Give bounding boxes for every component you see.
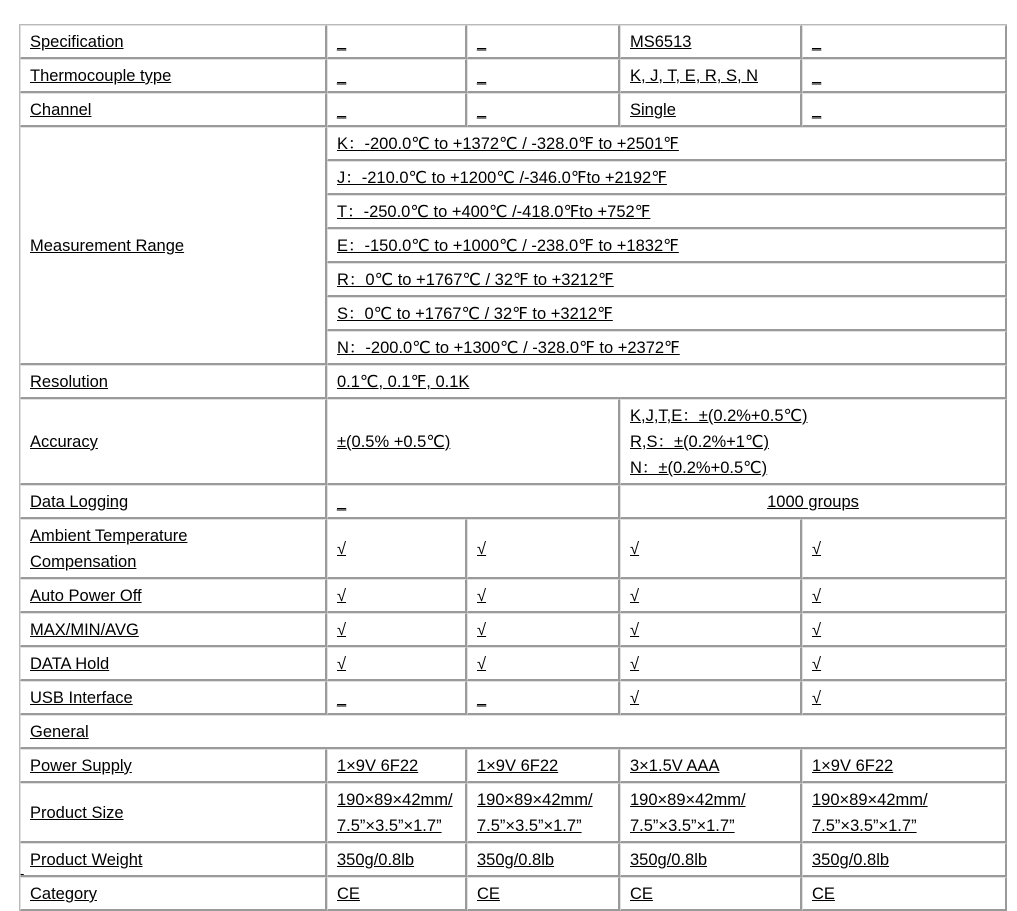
row-label: Category xyxy=(20,877,327,911)
cell xyxy=(467,783,620,843)
size-metric: 190×89×42mm/ xyxy=(630,791,746,809)
range-item-n: N：-200.0℃ to +1300℃ / -328.0℉ to +2372℉ xyxy=(327,331,1007,365)
range-item-s: S：0℃ to +1767℃ / 32℉ to +3212℉ xyxy=(327,297,1007,331)
cell: 1×9V 6F22 xyxy=(467,749,620,783)
check-mark: √ xyxy=(620,681,802,715)
check-mark: √ xyxy=(620,579,802,613)
row-max-min-avg xyxy=(20,613,1007,647)
row-label: Power Supply xyxy=(20,749,327,783)
cell: CE xyxy=(327,877,467,911)
size-imperial: 7.5”×3.5”×1.7” xyxy=(812,817,917,835)
size-imperial: 7.5”×3.5”×1.7” xyxy=(337,817,442,835)
cell: _ xyxy=(467,59,620,93)
row-data-logging xyxy=(20,485,1007,519)
row-usb-interface xyxy=(20,681,1007,715)
size-metric: 190×89×42mm/ xyxy=(477,791,593,809)
cell: _ xyxy=(467,681,620,715)
check-mark: √ xyxy=(327,647,467,681)
row-label: MAX/MIN/AVG xyxy=(20,613,327,647)
check-mark: √ xyxy=(620,613,802,647)
section-header-general: General xyxy=(20,715,1007,749)
check-mark: √ xyxy=(802,647,1007,681)
cell: 3×1.5V AAA xyxy=(620,749,802,783)
row-label: DATA Hold xyxy=(20,647,327,681)
check-mark: √ xyxy=(327,519,467,579)
row-specification xyxy=(20,25,1007,59)
row-label: Accuracy xyxy=(20,399,327,485)
check-mark: √ xyxy=(467,647,620,681)
row-label: Channel xyxy=(20,93,327,127)
specification-table xyxy=(19,24,1007,911)
row-general xyxy=(20,715,1007,749)
row-product-size xyxy=(20,783,1007,843)
accuracy-line: K,J,T,E：±(0.2%+0.5℃) xyxy=(630,407,808,425)
cell: _ xyxy=(327,485,620,519)
cell: _ xyxy=(327,681,467,715)
range-item-e: E：-150.0℃ to +1000℃ / -238.0℉ to +1832℉ xyxy=(327,229,1007,263)
cell: 0.1℃, 0.1℉, 0.1K xyxy=(327,365,1007,399)
row-measurement-range xyxy=(20,127,1007,161)
row-category xyxy=(20,877,1007,911)
row-label xyxy=(20,519,327,579)
label-line: Compensation xyxy=(30,553,137,571)
row-channel xyxy=(20,93,1007,127)
size-metric: 190×89×42mm/ xyxy=(812,791,928,809)
size-imperial: 7.5”×3.5”×1.7” xyxy=(630,817,735,835)
label-line: Ambient Temperature xyxy=(30,527,188,545)
cell: 350g/0.8lb xyxy=(802,843,1007,877)
range-item-t: T：-250.0℃ to +400℃ /-418.0℉to +752℉ xyxy=(327,195,1007,229)
row-thermocouple-type xyxy=(20,59,1007,93)
cell xyxy=(620,399,1007,485)
cell: CE xyxy=(467,877,620,911)
cell: _ xyxy=(327,93,467,127)
cell: _ xyxy=(467,93,620,127)
cell: 350g/0.8lb xyxy=(327,843,467,877)
check-mark: √ xyxy=(802,579,1007,613)
cell: 350g/0.8lb xyxy=(620,843,802,877)
row-data-hold xyxy=(20,647,1007,681)
check-mark: √ xyxy=(802,613,1007,647)
cell: K, J, T, E, R, S, N xyxy=(620,59,802,93)
cell: 1000 groups xyxy=(620,485,1007,519)
range-item-k: K：-200.0℃ to +1372℃ / -328.0℉ to +2501℉ xyxy=(327,127,1007,161)
cell xyxy=(327,783,467,843)
row-label: USB Interface xyxy=(20,681,327,715)
row-power-supply xyxy=(20,749,1007,783)
row-label: Measurement Range xyxy=(20,127,327,365)
accuracy-line: R,S：±(0.2%+1℃) xyxy=(630,433,770,451)
accuracy-line: N：±(0.2%+0.5℃) xyxy=(630,459,768,477)
cell: _ xyxy=(802,59,1007,93)
cell: 1×9V 6F22 xyxy=(802,749,1007,783)
range-item-j: J：-210.0℃ to +1200℃ /-346.0℉to +2192℉ xyxy=(327,161,1007,195)
check-mark: √ xyxy=(467,579,620,613)
footer-dash: - xyxy=(20,866,25,881)
range-item-r: R：0℃ to +1767℃ / 32℉ to +3212℉ xyxy=(327,263,1007,297)
row-label: Product Weight xyxy=(20,843,327,877)
cell: ±(0.5% +0.5℃) xyxy=(327,399,620,485)
row-label: Data Logging xyxy=(20,485,327,519)
cell: 350g/0.8lb xyxy=(467,843,620,877)
size-metric: 190×89×42mm/ xyxy=(337,791,453,809)
row-auto-power-off xyxy=(20,579,1007,613)
check-mark: √ xyxy=(467,613,620,647)
row-accuracy xyxy=(20,399,1007,485)
check-mark: √ xyxy=(467,519,620,579)
check-mark: √ xyxy=(327,613,467,647)
row-label: Specification xyxy=(20,25,327,59)
check-mark: √ xyxy=(802,681,1007,715)
size-imperial: 7.5”×3.5”×1.7” xyxy=(477,817,582,835)
row-ambient-temperature xyxy=(20,519,1007,579)
row-label: Thermocouple type xyxy=(20,59,327,93)
cell: _ xyxy=(802,93,1007,127)
check-mark: √ xyxy=(620,519,802,579)
row-label: Auto Power Off xyxy=(20,579,327,613)
cell xyxy=(620,783,802,843)
check-mark: √ xyxy=(802,519,1007,579)
cell xyxy=(802,783,1007,843)
cell: 1×9V 6F22 xyxy=(327,749,467,783)
check-mark: √ xyxy=(327,579,467,613)
cell: MS6513 xyxy=(620,25,802,59)
cell: _ xyxy=(467,25,620,59)
row-product-weight xyxy=(20,843,1007,877)
row-label: Product Size xyxy=(20,783,327,843)
cell: _ xyxy=(802,25,1007,59)
row-resolution xyxy=(20,365,1007,399)
cell: CE xyxy=(620,877,802,911)
check-mark: √ xyxy=(620,647,802,681)
cell: _ xyxy=(327,25,467,59)
row-label: Resolution xyxy=(20,365,327,399)
cell: Single xyxy=(620,93,802,127)
cell: _ xyxy=(327,59,467,93)
cell: CE xyxy=(802,877,1007,911)
